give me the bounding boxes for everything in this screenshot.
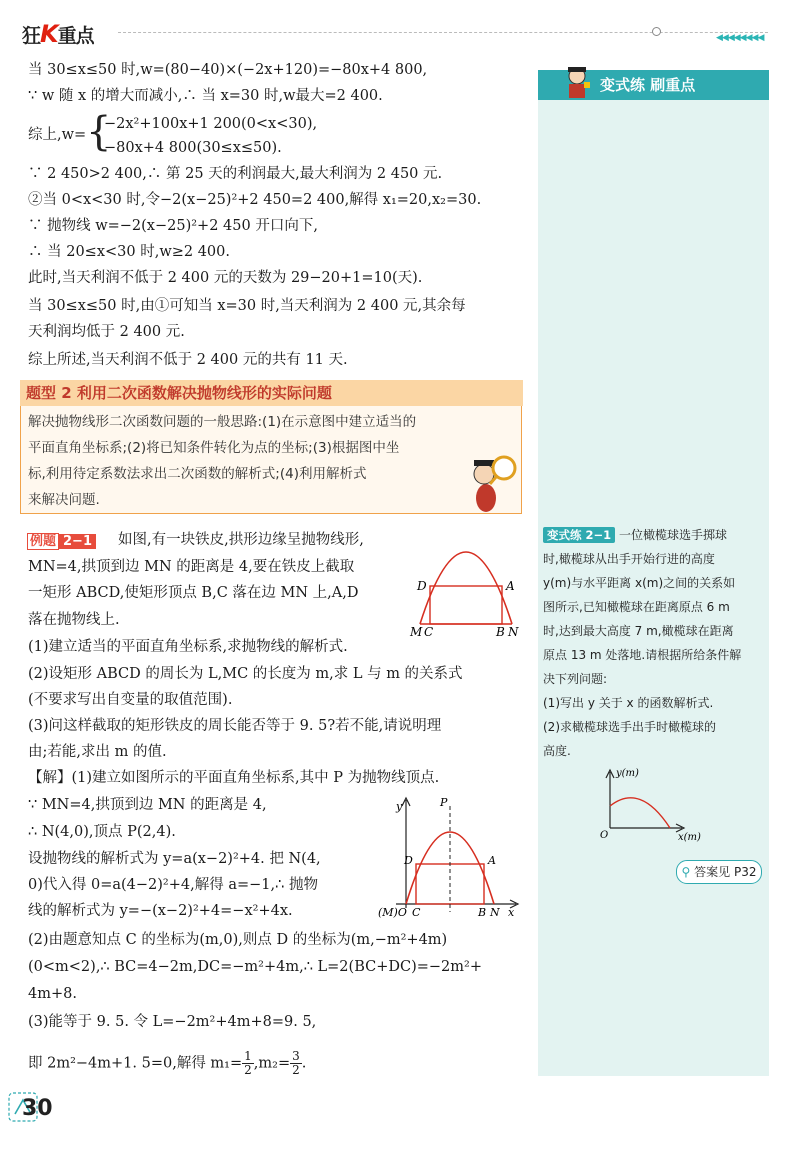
exercise-line: 时,达到最大高度 7 m,橄榄球在距离 bbox=[543, 624, 734, 638]
solution-line: (2)由题意知点 C 的坐标为(m,0),则点 D 的坐标为(m,−m²+4m) bbox=[28, 932, 448, 948]
text-line: 此时,当天利润不低于 2 400 元的天数为 29−20+1=10(天). bbox=[28, 270, 423, 286]
solution-line: (3)能等于 9. 5. 令 L=−2m²+4m+8=9. 5, bbox=[28, 1014, 317, 1030]
label-D: D bbox=[404, 854, 413, 867]
label-M: M bbox=[410, 625, 423, 639]
example-tag: 例题 2−1 bbox=[27, 532, 96, 551]
label-D: D bbox=[417, 579, 427, 593]
solution-line: 【解】(1)建立如图所示的平面直角坐标系,其中 P 为抛物线顶点. bbox=[28, 770, 440, 786]
axis-x-label: x bbox=[508, 906, 515, 919]
example-line: 如图,有一块铁皮,拱形边缘呈抛物线形, bbox=[118, 532, 364, 548]
solution-line: 0)代入得 0=a(4−2)²+4,解得 a=−1,∴ 抛物 bbox=[28, 877, 318, 893]
text-line: 综上所述,当天利润不低于 2 400 元的共有 11 天. bbox=[28, 352, 348, 368]
solution-line: 设抛物线的解析式为 y=a(x−2)²+4. 把 N(4, bbox=[28, 851, 321, 867]
example-line: (3)问这样截取的矩形铁皮的周长能否等于 9. 5?若不能,请说明理 bbox=[28, 718, 442, 734]
text-line: 当 30≤x≤50 时,w=(80−40)×(−2x+120)=−80x+4 800, bbox=[28, 62, 428, 78]
solution-line: 4m+8. bbox=[28, 986, 77, 1002]
solution-line: 线的解析式为 y=−(x−2)²+4=−x²+4x. bbox=[28, 903, 293, 919]
piecewise-line: −80x+4 800(30≤x≤50). bbox=[104, 140, 282, 156]
example-line: (2)设矩形 ABCD 的周长为 L,MC 的长度为 m,求 L 与 m 的关系式 bbox=[28, 666, 463, 682]
label-N: N bbox=[508, 625, 519, 639]
text-line: 综上,w= bbox=[28, 127, 87, 143]
fraction-m1: $\frac{1}{2}$ bbox=[244, 1049, 252, 1077]
exercise-line: 时,橄榄球从出手开始行进的高度 bbox=[543, 552, 715, 566]
text-line: 天利润均低于 2 400 元. bbox=[28, 324, 185, 340]
magnifier-mascot-icon bbox=[460, 444, 520, 516]
text-line: ∵ 2 450>2 400,∴ 第 25 天的利润最大,最大利润为 2 450 元. bbox=[28, 166, 443, 182]
exercise-line: y(m)与水平距离 x(m)之间的关系如 bbox=[543, 576, 736, 590]
graph-x-label: x(m) bbox=[678, 832, 701, 843]
exercise-line: (1)写出 y 关于 x 的函数解析式. bbox=[543, 696, 714, 710]
solution-final-line: 即 2m²−4m+1. 5=0,解得 m₁= $\frac{1}{2}$ ,m₂= $\frac{3}{2}$ . bbox=[28, 1049, 307, 1077]
solution-line: ∵ MN=4,拱顶到边 MN 的距离是 4, bbox=[28, 797, 267, 813]
fraction-m2: $\frac{3}{2}$ bbox=[292, 1049, 300, 1077]
type-body-line: 标,利用待定系数法求出二次函数的解析式;(4)利用解析式 bbox=[28, 466, 367, 482]
label-A: A bbox=[506, 579, 515, 593]
answer-link[interactable]: ⚲ 答案见 P32 bbox=[676, 860, 762, 884]
header-rule bbox=[118, 32, 768, 34]
label-MO: (M)O bbox=[378, 906, 407, 919]
page-number: 30 bbox=[22, 1096, 53, 1121]
exercise-line: (2)求橄榄球选手出手时橄榄球的 bbox=[543, 720, 716, 734]
graph-origin-label: O bbox=[600, 830, 609, 841]
exercise-line: 原点 13 m 处落地.请根据所给条件解 bbox=[543, 648, 742, 662]
exercise-tag: 变式练 2−1 bbox=[543, 527, 615, 543]
exercise-line: 决下列问题: bbox=[543, 672, 608, 686]
example-line: (不要求写出自变量的取值范围). bbox=[28, 692, 233, 708]
football-graph bbox=[596, 766, 706, 846]
exercise-line: 高度. bbox=[543, 744, 571, 758]
text-line: 当 30≤x≤50 时,由①可知当 x=30 时,当天利润为 2 400 元,其余每 bbox=[28, 298, 466, 314]
label-B: B bbox=[478, 906, 487, 919]
text-line: ∴ 当 20≤x<30 时,w≥2 400. bbox=[28, 244, 230, 260]
pin-icon: ⚲ bbox=[681, 865, 691, 879]
example-line: 落在抛物线上. bbox=[28, 612, 120, 628]
header-arrows-icon: ◀◀◀◀◀◀◀◀ bbox=[716, 33, 764, 43]
type-header: 题型 2 利用二次函数解决抛物线形的实际问题 bbox=[20, 380, 523, 406]
type-body-line: 平面直角坐标系;(2)将已知条件转化为点的坐标;(3)根据图中坐 bbox=[28, 440, 400, 456]
example-line: (1)建立适当的平面直角坐标系,求抛物线的解析式. bbox=[28, 639, 348, 655]
exercise-line: 图所示,已知橄榄球在距离原点 6 m bbox=[543, 600, 730, 614]
label-N: N bbox=[490, 906, 500, 919]
type-body-line: 来解决问题. bbox=[28, 492, 100, 508]
text-line: ∵ w 随 x 的增大而减小,∴ 当 x=30 时,w最大=2 400. bbox=[28, 88, 383, 104]
solution-line: (0<m<2),∴ BC=4−2m,DC=−m²+4m,∴ L=2(BC+DC)=−2m²+ bbox=[28, 959, 482, 975]
example-line: 由;若能,求出 m 的值. bbox=[28, 744, 167, 760]
label-B: B bbox=[496, 625, 505, 639]
header-dot bbox=[652, 27, 661, 36]
label-C: C bbox=[412, 906, 421, 919]
brand-logo: 狂K重点 bbox=[22, 20, 94, 48]
label-A: A bbox=[488, 854, 496, 867]
example-line: MN=4,拱顶到边 MN 的距离是 4,要在铁皮上截取 bbox=[28, 559, 355, 575]
piecewise-line: −2x²+100x+1 200(0<x<30), bbox=[104, 116, 318, 132]
type-body-line: 解决抛物线形二次函数问题的一般思路:(1)在示意图中建立适当的 bbox=[28, 414, 417, 430]
text-line: ②当 0<x<30 时,令−2(x−25)²+2 450=2 400,解得 x₁=20,x₂=30. bbox=[28, 192, 482, 208]
arch-figure bbox=[408, 520, 520, 638]
graph-y-label: y(m) bbox=[616, 768, 639, 779]
example-line: 一矩形 ABCD,使矩形顶点 B,C 落在边 MN 上,A,D bbox=[28, 585, 359, 601]
exercise-line: 变式练 2−1 一位橄榄球选手掷球 bbox=[543, 524, 765, 546]
label-P: P bbox=[440, 796, 448, 809]
mascot-icon bbox=[560, 64, 594, 100]
sidebar-title: 变式练 刷重点 bbox=[538, 70, 769, 100]
text-line: ∵ 抛物线 w=−2(x−25)²+2 450 开口向下, bbox=[28, 218, 318, 234]
label-C: C bbox=[424, 625, 434, 639]
solution-line: ∴ N(4,0),顶点 P(2,4). bbox=[28, 824, 176, 840]
axis-y-label: y bbox=[396, 800, 403, 813]
coordinate-figure bbox=[378, 792, 522, 920]
brace-icon: { bbox=[86, 109, 112, 155]
